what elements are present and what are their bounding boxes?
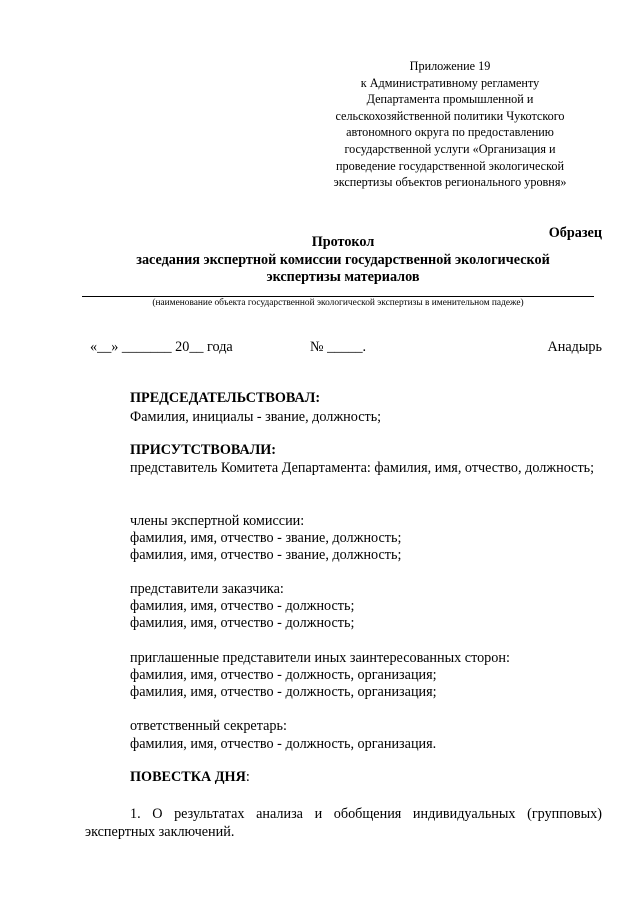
appendix-line: государственной услуги «Организация и: [344, 141, 556, 156]
committee-rep-text: представитель Комитета Департамента: фамилия, имя, отчество, должность;: [130, 460, 595, 476]
invited-line: фамилия, имя, отчество - должность, организация;: [130, 684, 437, 700]
title-line: заседания экспертной комиссии государственной экологической: [136, 251, 550, 268]
object-name-caption: (наименование объекта государственной экологической экспертизы в именительном падеже): [152, 298, 524, 308]
title-line: Протокол: [311, 234, 375, 250]
appendix-note: [300, 58, 600, 191]
object-name-rule: [82, 296, 594, 297]
agenda-heading-colon: :: [245, 769, 250, 785]
appendix-line: к Административному регламенту: [360, 75, 540, 90]
customer-label: представители заказчика:: [130, 581, 284, 597]
secretary-label: ответственный секретарь:: [130, 718, 287, 734]
document-title: [82, 234, 604, 287]
sample-label: Образец: [548, 225, 602, 241]
number-field: № _____.: [310, 339, 367, 355]
appendix-line: Департамента промышленной и: [366, 92, 534, 107]
appendix-line: проведение государственной экологической: [336, 158, 564, 173]
secretary-line: фамилия, имя, отчество - должность, организация.: [130, 736, 437, 752]
city-name: Анадырь: [547, 339, 602, 355]
appendix-line: экспертизы объектов регионального уровня»: [333, 175, 567, 190]
present-heading: ПРИСУТСТВОВАЛИ:: [130, 442, 277, 458]
appendix-line: сельскохозяйственной политики Чукотского: [335, 108, 565, 123]
title-line: экспертизы материалов: [266, 269, 420, 286]
customer-line: фамилия, имя, отчество - должность;: [130, 615, 355, 631]
date-field: «__» _______ 20__ года: [90, 339, 233, 355]
appendix-line: автономного округа по предоставлению: [346, 125, 554, 140]
invited-label: приглашенные представители иных заинтересованных сторон:: [130, 650, 510, 666]
agenda-heading: [130, 769, 250, 786]
invited-line: фамилия, имя, отчество - должность, организация;: [130, 667, 437, 683]
members-label: члены экспертной комиссии:: [130, 513, 305, 529]
appendix-line: Приложение 19: [409, 59, 491, 73]
agenda-heading-text: ПОВЕСТКА ДНЯ: [130, 769, 246, 785]
agenda-item: 1. О результатах анализа и обобщения индивидуальных (групповых) экспертных заключений.: [85, 806, 602, 840]
customer-line: фамилия, имя, отчество - должность;: [130, 598, 355, 614]
chair-text: Фамилия, инициалы - звание, должность;: [130, 409, 382, 425]
chair-heading: ПРЕДСЕДАТЕЛЬСТВОВАЛ:: [130, 390, 321, 406]
date-line: [90, 339, 602, 359]
member-line: фамилия, имя, отчество - звание, должность;: [130, 530, 402, 546]
member-line: фамилия, имя, отчество - звание, должность;: [130, 547, 402, 563]
